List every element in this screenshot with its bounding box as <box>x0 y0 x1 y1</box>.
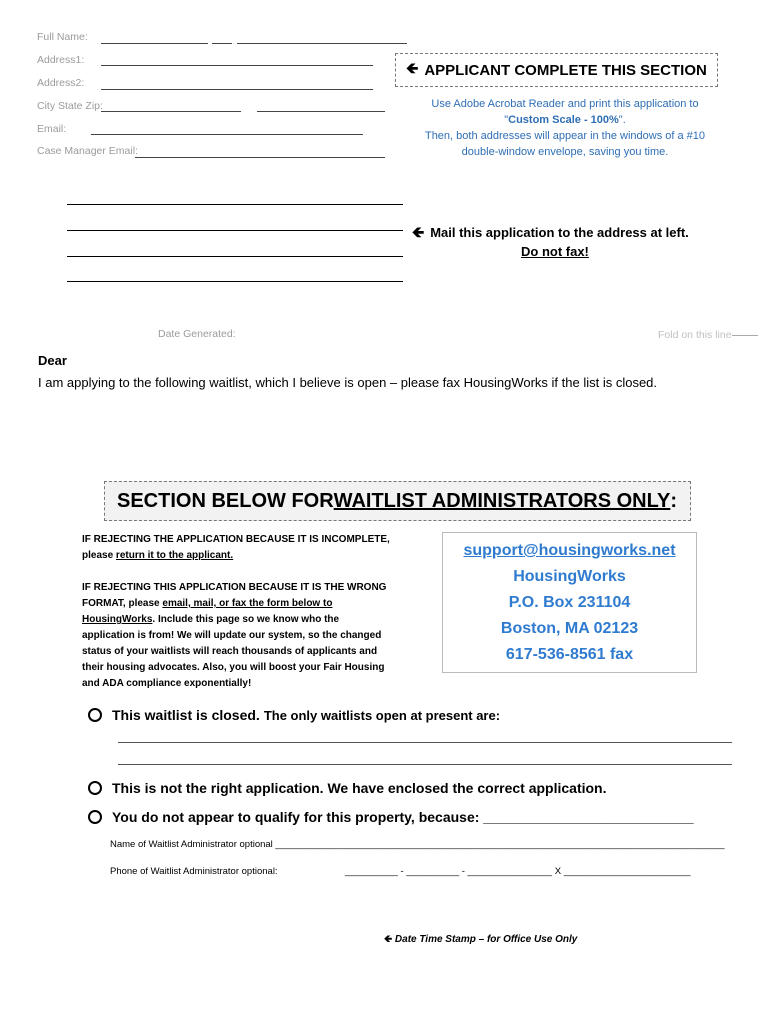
print-note-line2: "Custom Scale - 100%". <box>504 114 626 126</box>
email-label: Email: <box>37 123 67 135</box>
full-name-label: Full Name: <box>37 31 88 43</box>
radio-circle-icon[interactable] <box>88 708 102 722</box>
applicant-section-title: APPLICANT COMPLETE THIS SECTION <box>424 61 707 79</box>
fold-line <box>732 335 758 336</box>
date-generated-label: Date Generated: <box>158 328 236 340</box>
last-name-line[interactable] <box>237 43 407 44</box>
address1-line[interactable] <box>101 65 373 66</box>
first-name-line[interactable] <box>101 43 208 44</box>
radio-circle-icon[interactable] <box>88 810 102 824</box>
case-manager-email-line[interactable] <box>135 157 385 158</box>
admin-only-text: WAITLIST ADMINISTRATORS ONLY <box>333 489 671 512</box>
fax-number: 617-536-8561 fax <box>505 646 634 663</box>
admin-section-header: SECTION BELOW FOR WAITLIST ADMINISTRATORS ONLY : <box>104 481 691 521</box>
option-not-qualify[interactable]: You do not appear to qualify for this property, because: ___________________________ <box>88 809 694 825</box>
radio-circle-icon[interactable] <box>88 781 102 795</box>
city-line[interactable] <box>101 111 241 112</box>
admin-name-field[interactable]: Name of Waitlist Administrator optional _____________________________________________________________________________________ <box>110 839 725 850</box>
city-state-zip: Boston, MA 02123 <box>500 620 639 637</box>
city-state-zip-label: City State Zip: <box>37 100 103 112</box>
housingworks-link: HousingWorks <box>82 614 153 625</box>
admin-phone-label: Phone of Waitlist Administrator optional: <box>110 866 278 877</box>
po-box: P.O. Box 231104 <box>508 594 631 611</box>
address2-label: Address2: <box>37 77 85 89</box>
org-name: HousingWorks <box>513 568 626 585</box>
mail-address-line-2[interactable] <box>67 230 403 231</box>
reject-wrong-format-text: IF REJECTING THIS APPLICATION BECAUSE IT IS THE WRONG FORMAT, please email, mail, or fax the form below to HousingWorks. Include this page so we know who the application is from! We will update our system, so the changed status of your waitlists will reach thousands of applicants and their housing advocates. Also, you will boost your Fair Housing and ADA compliance exponentially! <box>82 582 387 689</box>
address1-label: Address1: <box>37 54 85 66</box>
letter-body: I am applying to the following waitlist, which I believe is open – please fax HousingWorks if the list is closed. <box>38 375 658 390</box>
admin-phone-field[interactable]: __________ - __________ - ________________ X ________________________ <box>345 866 691 877</box>
print-instructions <box>400 96 730 160</box>
mail-address-line-4[interactable] <box>67 281 403 282</box>
print-note-line4: double-window envelope, saving you time. <box>461 146 669 158</box>
return-to-applicant-link: return it to the applicant. <box>115 550 234 561</box>
date-time-stamp-note: 🡸 Date Time Stamp – for Office Use Only <box>384 934 578 945</box>
arrow-left-icon: 🡸 <box>412 224 425 241</box>
open-waitlists-line-2[interactable] <box>118 764 732 765</box>
contact-info-box <box>442 532 697 673</box>
salutation: Dear <box>38 353 67 368</box>
case-manager-email-label: Case Manager Email: <box>37 145 138 157</box>
address2-line[interactable] <box>101 89 373 90</box>
no-fax-note: Do not fax! <box>521 244 589 259</box>
print-note-line3: Then, both addresses will appear in the windows of a #10 <box>424 130 706 142</box>
option-waitlist-closed[interactable]: This waitlist is closed. The only waitlists open at present are: <box>88 707 500 723</box>
custom-scale-text: Custom Scale - 100% <box>508 114 619 126</box>
middle-initial-line[interactable] <box>212 43 232 44</box>
state-zip-line[interactable] <box>257 111 385 112</box>
applicant-section-header <box>395 53 718 87</box>
email-line[interactable] <box>91 134 363 135</box>
support-email-link[interactable]: support@housingworks.net <box>463 542 676 559</box>
mail-note: 🡸 Mail this application to the address at left. <box>412 224 689 241</box>
mail-address-line-3[interactable] <box>67 256 403 257</box>
reject-incomplete-text: IF REJECTING THE APPLICATION BECAUSE IT IS INCOMPLETE, please return it to the applicant. <box>82 534 390 561</box>
open-waitlists-line-1[interactable] <box>118 742 732 743</box>
arrow-left-icon: 🡸 <box>384 934 393 945</box>
fold-line-label: Fold on this line <box>658 329 732 341</box>
mail-address-line-1[interactable] <box>67 204 403 205</box>
option-wrong-application[interactable]: This is not the right application. We have enclosed the correct application. <box>88 780 607 796</box>
print-note-line1: Use Adobe Acrobat Reader and print this application to <box>431 98 699 110</box>
arrow-left-icon: 🡸 <box>406 59 419 77</box>
